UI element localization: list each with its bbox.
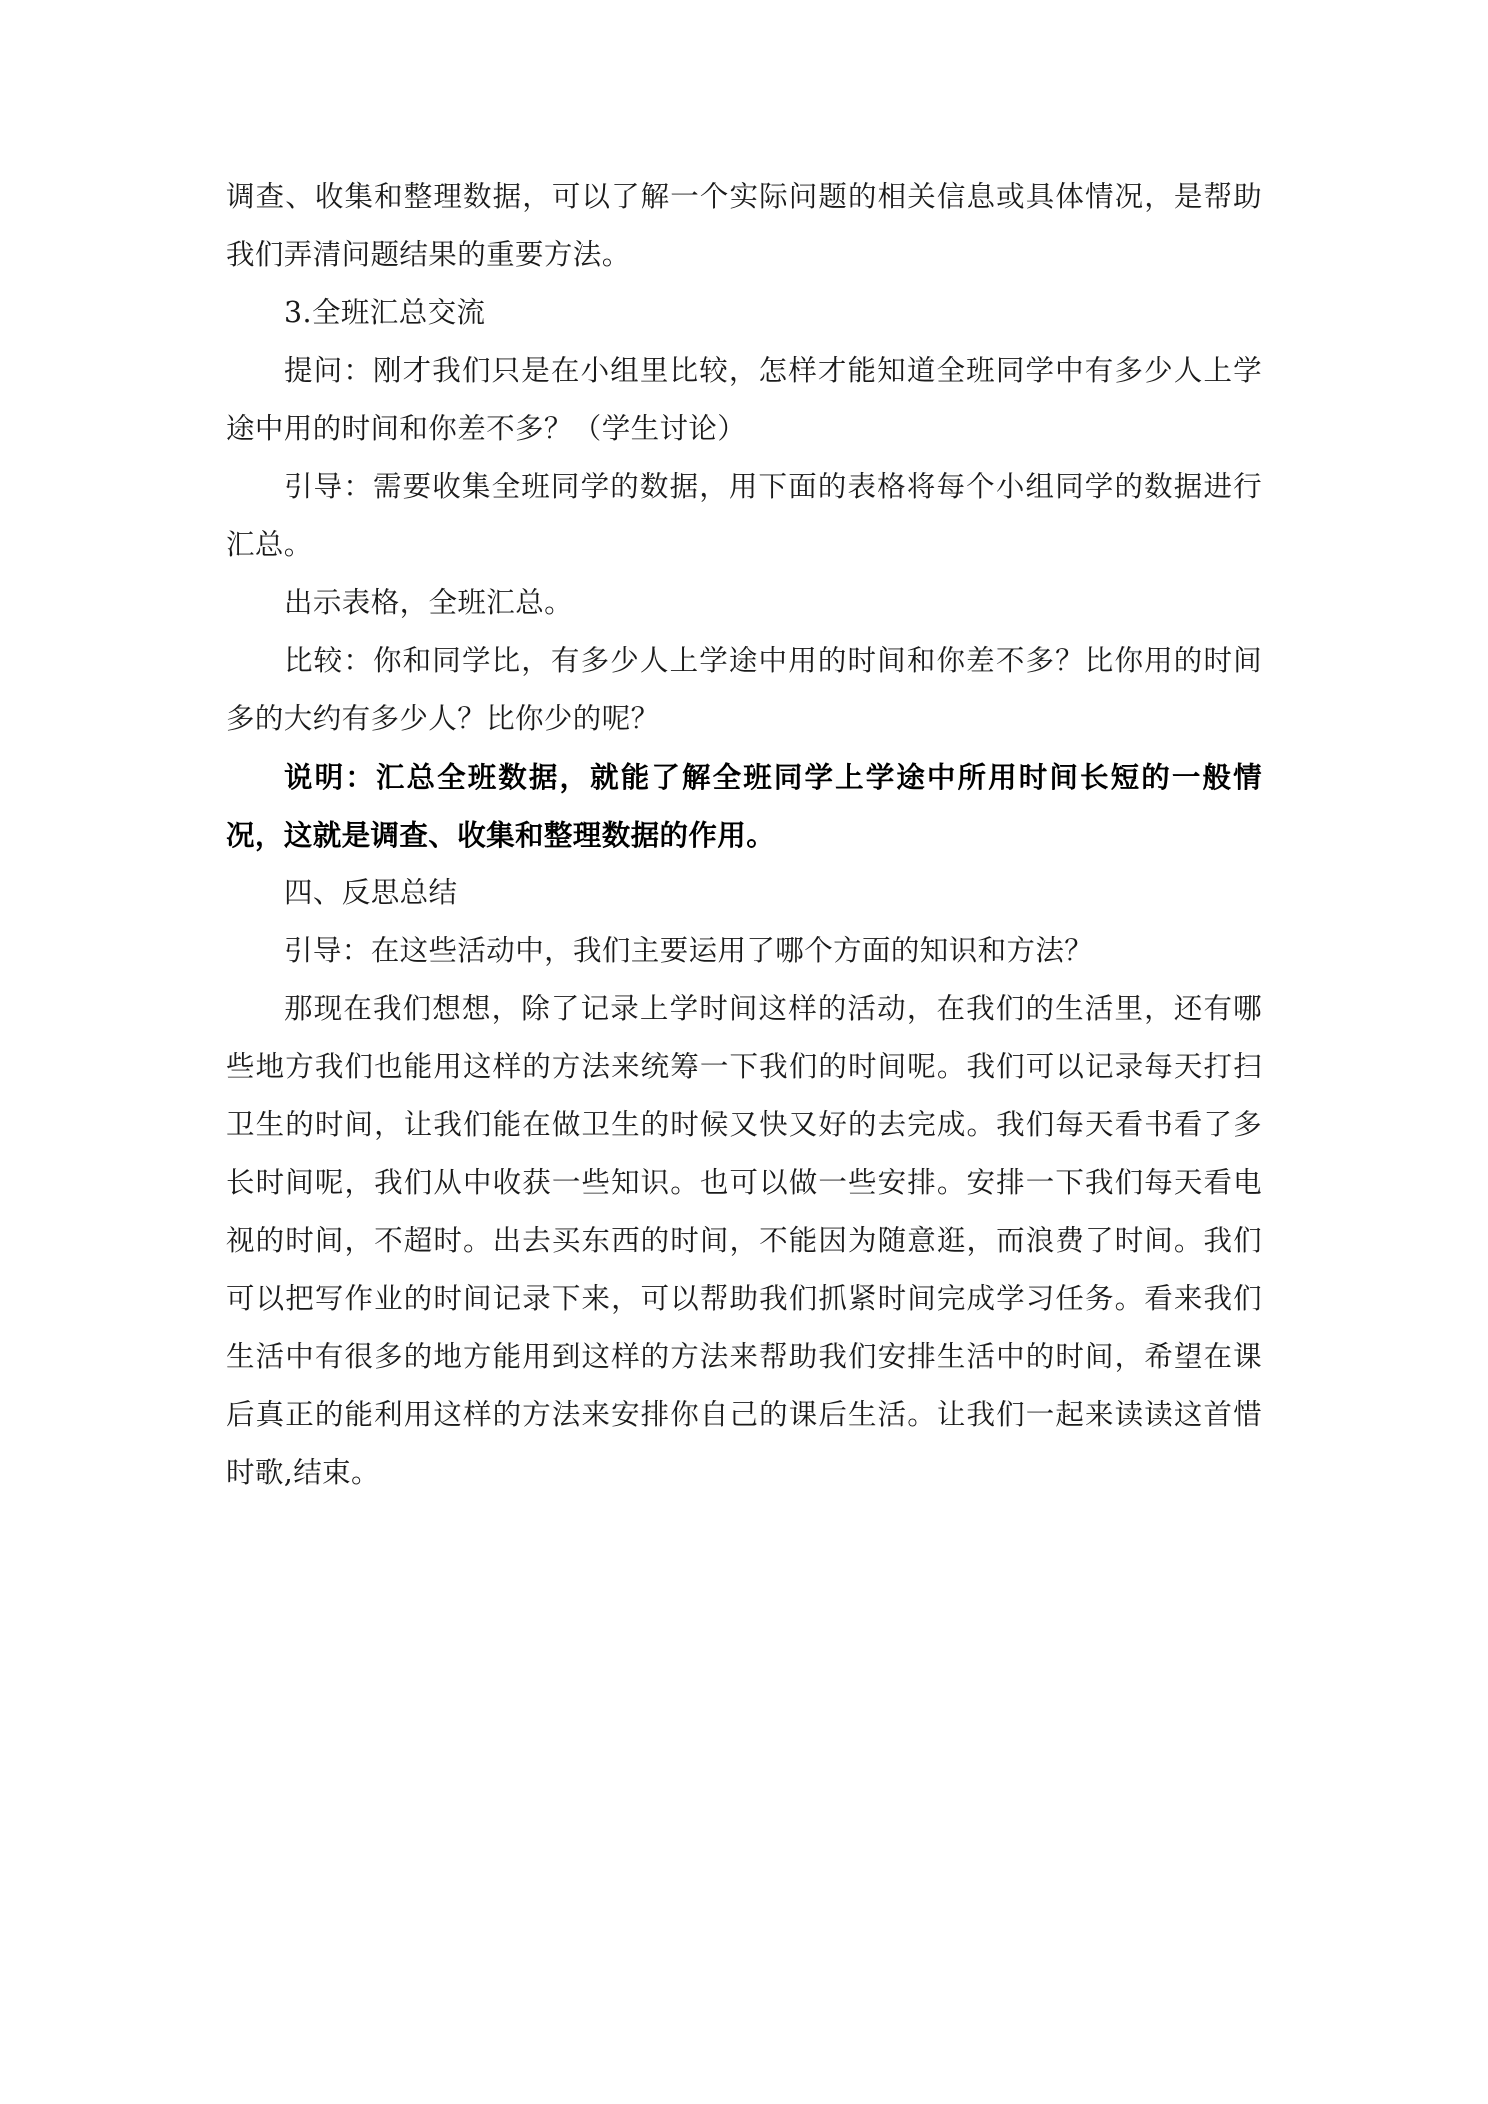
paragraph-guide-collect: 引导：需要收集全班同学的数据，用下面的表格将每个小组同学的数据进行汇总。 — [226, 470, 1262, 561]
paragraph-data-method-summary: 调查、收集和整理数据，可以了解一个实际问题的相关信息或具体情况，是帮助我们弄清问题结果的重要方法。 — [226, 180, 1262, 271]
document-body — [226, 168, 1262, 1502]
paragraph-explanation-bold: 说明：汇总全班数据，就能了解全班同学上学途中所用时间长短的一般情况，这就是调查、收集和整理数据的作用。 — [226, 760, 1262, 852]
paragraph-guide-reflect: 引导：在这些活动中，我们主要运用了哪个方面的知识和方法？ — [284, 934, 1094, 967]
paragraph-show-table: 出示表格，全班汇总。 — [284, 586, 574, 619]
paragraph-compare: 比较：你和同学比，有多少人上学途中用的时间和你差不多？比你用的时间多的大约有多少人？比你少的呢？ — [226, 644, 1262, 735]
section-heading-class-summary: 3.全班汇总交流 — [284, 296, 486, 329]
paragraph-question: 提问：刚才我们只是在小组里比较，怎样才能知道全班同学中有多少人上学途中用的时间和你差不多？（学生讨论） — [226, 354, 1262, 445]
section-heading-reflection: 四、反思总结 — [284, 876, 458, 909]
paragraph-closing: 那现在我们想想，除了记录上学时间这样的活动，在我们的生活里，还有哪些地方我们也能用这样的方法来统筹一下我们的时间呢。我们可以记录每天打扫卫生的时间，让我们能在做卫生的时候又快又好的去完成。我们每天看书看了多长时间呢，我们从中收获一些知识。也可以做一些安排。安排一下我们每天看电视的时间，不超时。出去买东西的时间，不能因为随意逛，而浪费了时间。我们可以把写作业的时间记录下来，可以帮助我们抓紧时间完成学习任务。看来我们生活中有很多的地方能用到这样的方法来帮助我们安排生活中的时间，希望在课后真正的能利用这样的方法来安排你自己的课后生活。让我们一起来读读这首惜时歌,结束。 — [226, 992, 1262, 1489]
